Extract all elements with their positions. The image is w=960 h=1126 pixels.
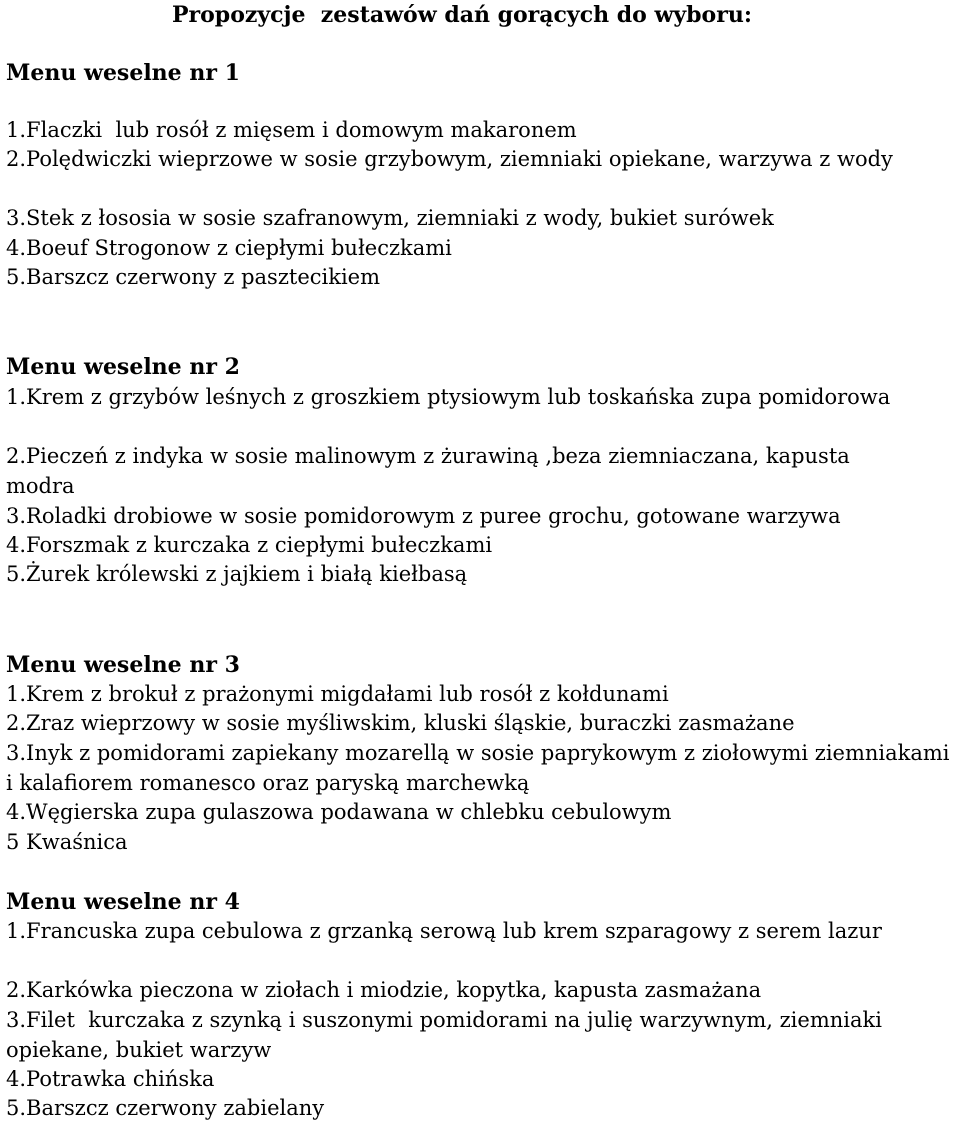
menu-4-item-1: 1.Francuska zupa cebulowa z grzanką serową lub krem szparagowy z serem lazur <box>6 919 882 943</box>
menu-heading-2: Menu weselne nr 2 <box>6 354 240 380</box>
menu-3-item-5: 5 Kwaśnica <box>6 830 128 854</box>
document-title: Propozycje zestawów dań gorących do wyboru: <box>172 2 752 28</box>
menu-4-item-5: 5.Barszcz czerwony zabielany <box>6 1096 325 1120</box>
menu-3-item-3: 3.Inyk z pomidorami zapiekany mozarellą w sosie paprykowym z ziołowymi ziemniakami i kalafiorem romanesco oraz paryską marchewką <box>6 741 957 795</box>
menu-3-item-4: 4.Węgierska zupa gulaszowa podawana w chlebku cebulowym <box>6 800 672 824</box>
menu-1-item-2: 2.Polędwiczki wieprzowe w sosie grzybowym, ziemniaki opiekane, warzywa z wody <box>6 147 893 171</box>
menu-heading-4: Menu weselne nr 4 <box>6 889 240 915</box>
menu-1-item-4: 4.Boeuf Strogonow z ciepłymi bułeczkami <box>6 236 452 260</box>
menu-4-item-3: 3.Filet kurczaka z szynką i suszonymi pomidorami na julię warzywnym, ziemniaki opiekane, bukiet warzyw <box>6 1008 889 1062</box>
menu-heading-1: Menu weselne nr 1 <box>6 60 240 86</box>
menu-1-item-5: 5.Barszcz czerwony z pasztecikiem <box>6 265 381 289</box>
menu-2-item-4: 4.Forszmak z kurczaka z ciepłymi bułeczkami <box>6 533 493 557</box>
menu-4-item-4: 4.Potrawka chińska <box>6 1067 215 1091</box>
menu-1-item-1: 1.Flaczki lub rosół z mięsem i domowym makaronem <box>6 118 577 142</box>
menu-2-item-3: 3.Roladki drobiowe w sosie pomidorowym z puree grochu, gotowane warzywa <box>6 504 841 528</box>
menu-3-item-1: 1.Krem z brokuł z prażonymi migdałami lub rosół z kołdunami <box>6 682 669 706</box>
menu-2-item-2: 2.Pieczeń z indyka w sosie malinowym z żurawiną ,beza ziemniaczana, kapusta modra <box>6 444 890 498</box>
menu-2-item-5: 5.Żurek królewski z jajkiem i białą kiełbasą <box>6 562 468 586</box>
menu-heading-3: Menu weselne nr 3 <box>6 652 240 678</box>
menu-3-item-2: 2.Zraz wieprzowy w sosie myśliwskim, kluski śląskie, buraczki zasmażane <box>6 711 795 735</box>
menu-4-item-2: 2.Karkówka pieczona w ziołach i miodzie, kopytka, kapusta zasmażana <box>6 978 762 1002</box>
menu-2-item-1: 1.Krem z grzybów leśnych z groszkiem ptysiowym lub toskańska zupa pomidorowa <box>6 385 891 409</box>
menu-1-item-3: 3.Stek z łososia w sosie szafranowym, ziemniaki z wody, bukiet surówek <box>6 206 774 230</box>
